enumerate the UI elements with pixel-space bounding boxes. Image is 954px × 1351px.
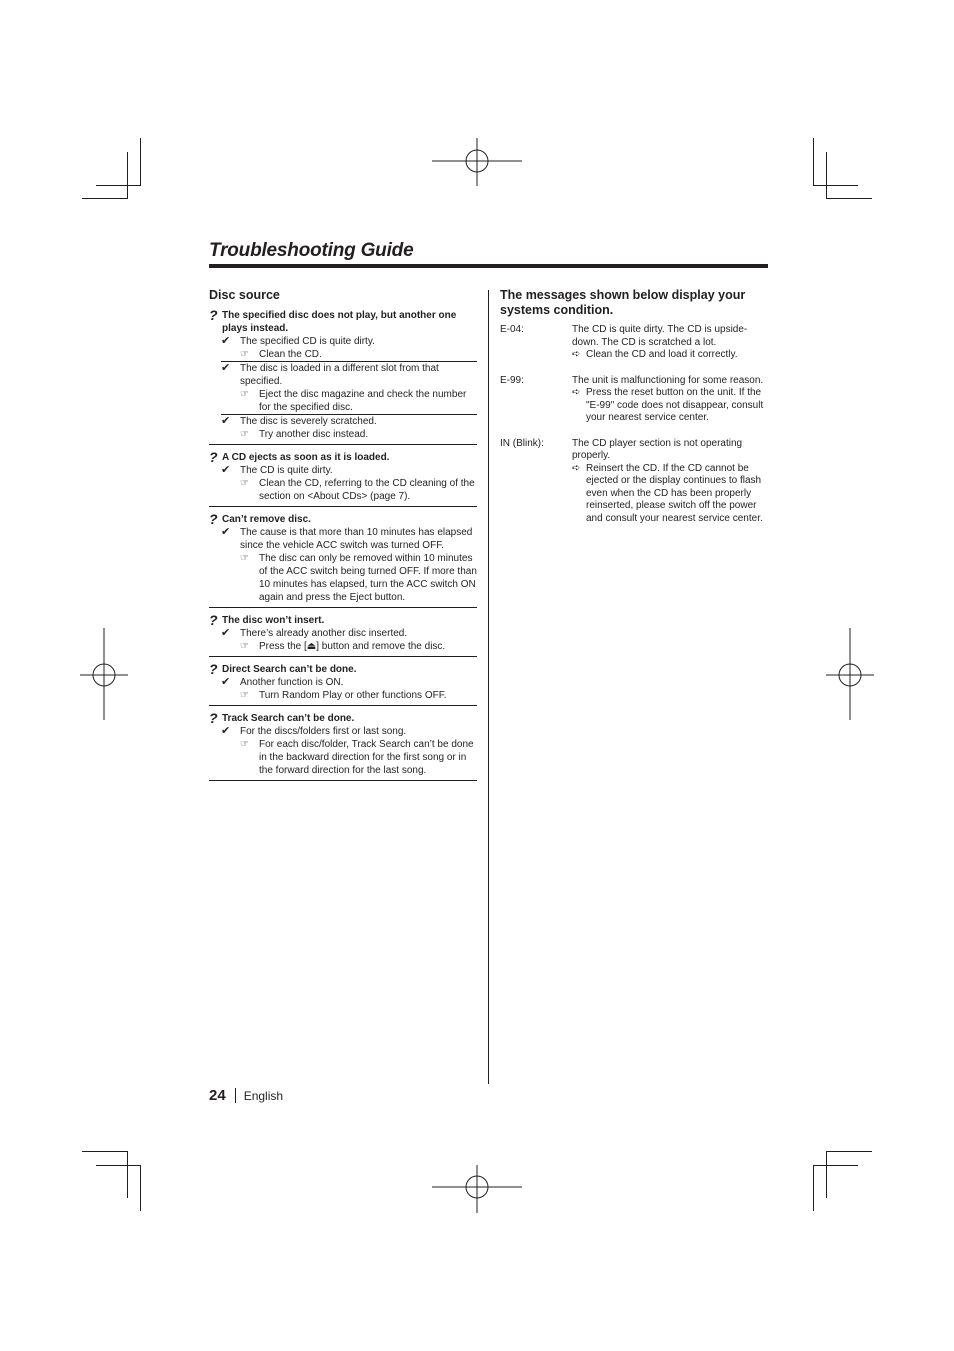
column-divider [488,290,489,1084]
remedy-text: Clean the CD, referring to the CD cleaning of the section on <About CDs> (page 7). [259,478,475,502]
question-row [209,451,477,464]
crop-mark [826,198,872,199]
cause-block [221,464,477,503]
pointing-hand-icon: ☞ [240,553,249,564]
cause-text: The cause is that more than 10 minutes has elapsed since the vehicle ACC switch was turned OFF. [240,527,473,551]
message-description: The CD player section is not operating properly. [572,437,743,461]
arrow-right-icon: ➪ [572,349,581,360]
question-row [209,513,477,526]
crop-mark [140,1165,141,1211]
question-text: The disc won’t insert. [222,615,325,626]
crop-mark [826,1151,872,1152]
pointing-hand-icon: ☞ [240,478,249,489]
message-action: Reinsert the CD. If the CD cannot be ejected or the display continues to flash even when the CD has been properly reinserted, please switch off the power and consult your nearest service center. [586,462,763,524]
crop-mark [826,1151,827,1198]
check-icon: ✔ [221,725,231,737]
crop-mark [813,1165,858,1166]
cause-text: Another function is ON. [240,677,344,688]
registration-mark-icon [80,628,128,722]
problem-item [209,513,477,608]
cause-block [221,627,477,653]
check-icon: ✔ [221,464,231,476]
remedy-text: Clean the CD. [259,349,322,360]
question-text: Direct Search can’t be done. [222,664,357,675]
title-rule [209,264,768,268]
message-item [500,324,770,362]
check-icon: ✔ [221,526,231,538]
message-code: E-04: [500,324,524,335]
remedy-text: The disc can only be removed within 10 minutes of the ACC switch being turned OFF. If more than 10 minutes has elapsed, turn the ACC switch ON again and press the Eject button. [259,553,477,603]
check-icon: ✔ [221,335,231,347]
remedy-text: Try another disc instead. [259,429,369,440]
messages-section [500,288,770,538]
page-title: Troubleshooting Guide [209,240,414,261]
registration-mark-icon [430,1165,524,1213]
check-icon: ✔ [221,415,231,427]
cause-text: The disc is severely scratched. [240,416,377,427]
message-code: IN (Blink): [500,437,544,449]
check-icon: ✔ [221,676,231,688]
language-label: English [243,1089,284,1103]
cause-text: For the discs/folders first or last song. [240,726,407,737]
crop-mark [127,1151,128,1198]
pointing-hand-icon: ☞ [240,349,249,360]
crop-mark [96,185,141,186]
cause-block [221,414,477,441]
problem-item [209,451,477,507]
question-text: The specified disc does not play, but another one plays instead. [222,310,457,334]
question-mark-icon: ? [209,307,218,323]
cause-block [221,526,477,604]
section-heading: Disc source [209,288,280,302]
message-action: Clean the CD and load it correctly. [586,349,738,360]
check-icon: ✔ [221,627,231,639]
crop-mark [96,1165,141,1166]
message-code: E-99: [500,374,524,386]
problem-item [209,663,477,706]
crop-mark [82,198,128,199]
pointing-hand-icon: ☞ [240,389,249,400]
crop-mark [140,138,141,186]
cause-text: The CD is quite dirty. [240,465,333,476]
arrow-right-icon: ➪ [572,387,581,398]
pointing-hand-icon: ☞ [240,690,249,701]
message-description: The unit is malfunctioning for some reason. [572,374,764,386]
question-text: A CD ejects as soon as it is loaded. [222,452,390,463]
message-item [500,375,770,425]
crop-mark [813,185,858,186]
crop-mark [826,152,827,199]
remedy-text: For each disc/folder, Track Search can’t be done in the backward direction for the first song or in the forward direction for the last song. [259,739,474,776]
message-item [500,438,770,526]
question-mark-icon: ? [209,661,218,677]
cause-block [221,361,477,414]
check-icon: ✔ [221,362,231,374]
cause-block [221,676,477,702]
cause-text: The disc is loaded in a different slot from that specified. [240,363,439,387]
remedy-text: Eject the disc magazine and check the number for the specified disc. [259,389,467,413]
question-row [209,712,477,725]
question-mark-icon: ? [209,710,218,726]
question-row [209,663,477,676]
pointing-hand-icon: ☞ [240,429,249,440]
question-mark-icon: ? [209,449,218,465]
registration-mark-icon [430,138,524,186]
question-text: Can’t remove disc. [222,514,311,525]
question-mark-icon: ? [209,511,218,527]
message-description: The CD is quite dirty. The CD is upside-down. The CD is scratched a lot. [572,324,748,348]
arrow-right-icon: ➪ [572,462,581,474]
registration-mark-icon [826,628,874,722]
cause-text: The specified CD is quite dirty. [240,336,375,347]
problem-item [209,712,477,781]
problem-item [209,309,477,445]
crop-mark [82,1151,128,1152]
question-text: Track Search can’t be done. [222,713,355,724]
pointing-hand-icon: ☞ [240,739,249,750]
message-action: Press the reset button on the unit. If the "E-99" code does not disappear, consult your nearest service center. [586,387,764,423]
crop-mark [813,138,814,186]
remedy-text: Press the [⏏] button and remove the disc. [259,641,446,652]
disc-source-section [209,288,477,787]
page-number: 24 [209,1087,226,1104]
page-footer [209,1087,283,1104]
cause-block [221,335,477,361]
question-mark-icon: ? [209,612,218,628]
problem-item [209,614,477,657]
crop-mark [127,152,128,199]
footer-divider [235,1088,236,1103]
remedy-text: Turn Random Play or other functions OFF. [259,690,447,701]
cause-block [221,725,477,777]
crop-mark [813,1165,814,1211]
section-heading: The messages shown below display your systems condition. [500,288,746,317]
pointing-hand-icon: ☞ [240,641,249,652]
question-row [209,309,477,335]
question-row [209,614,477,627]
cause-text: There’s already another disc inserted. [240,628,408,639]
